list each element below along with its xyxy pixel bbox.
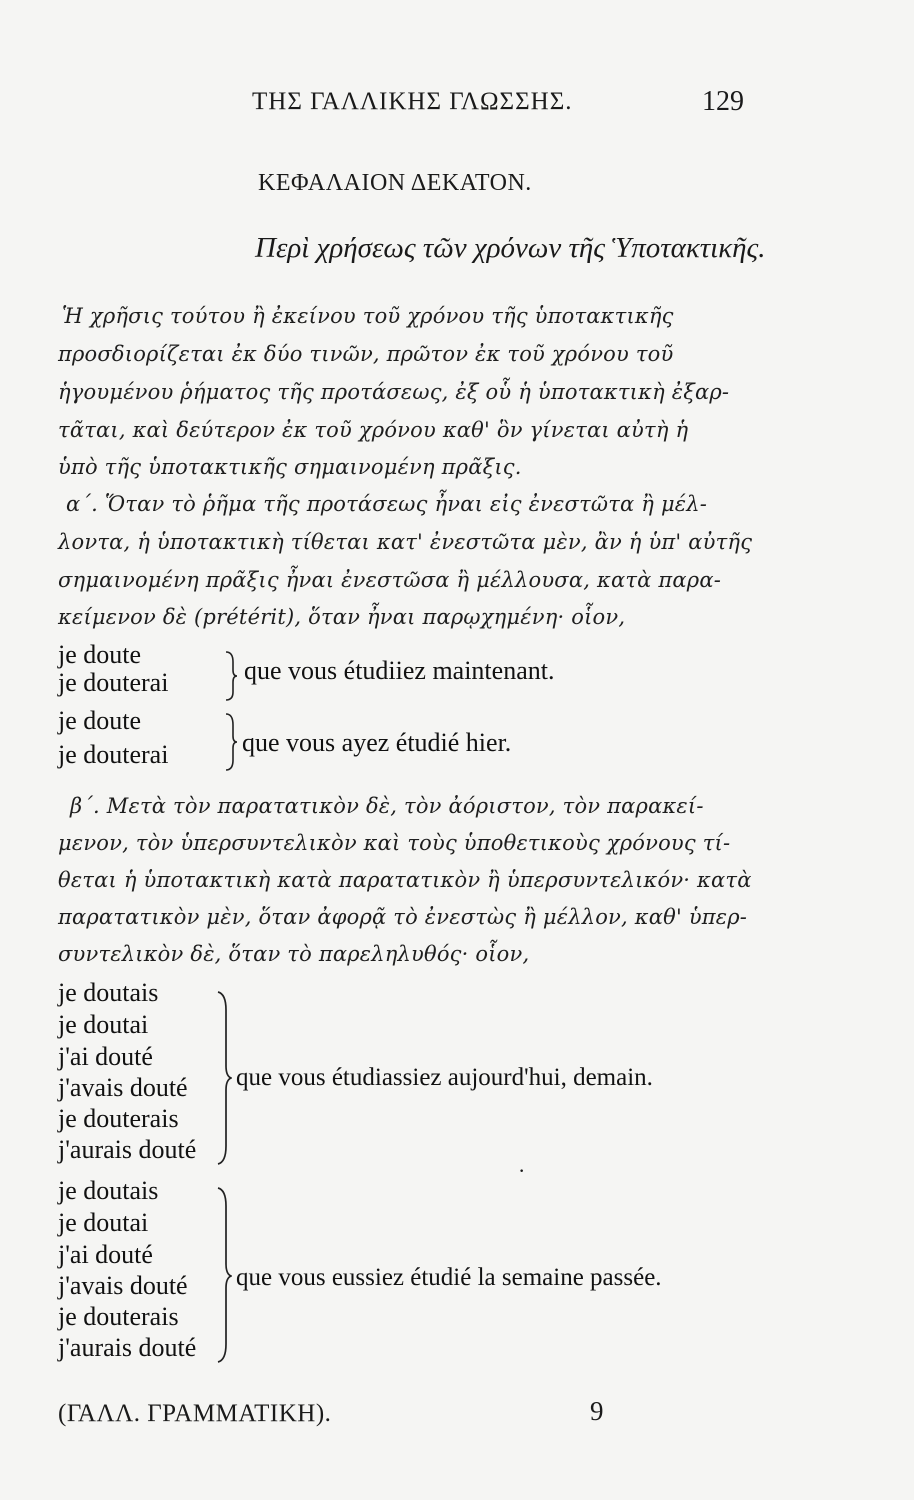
- example-1-clause: que vous étudiiez maintenant.: [244, 656, 555, 685]
- example-3-verb: je doutai: [58, 1010, 149, 1039]
- intro-line: Ἡ χρῆσις τούτου ἢ ἐκείνου τοῦ χρόνου τῆς ὑποτακτικῆς: [62, 304, 674, 328]
- rule-a-line: σημαινομένη πρᾶξις ἦναι ἐνεστῶσα ἢ μέλλουσα, κατὰ παρα-: [58, 568, 722, 592]
- intro-line: ὑπὸ τῆς ὑποτακτικῆς σημαινομένη πρᾶξις.: [58, 455, 522, 479]
- chapter-title: ΚΕΦΑΛΑΙΟΝ ΔΕΚΑΤΟΝ.: [258, 170, 532, 196]
- example-1-verb: je doute: [58, 640, 142, 669]
- example-2-verb: je doute: [58, 706, 142, 735]
- example-4-verb: je doutai: [58, 1208, 149, 1237]
- rule-b-line: μενον, τὸν ὑπερσυντελικὸν καὶ τοὺς ὑποθετικοὺς χρόνους τί-: [58, 831, 731, 855]
- example-3-clause: que vous étudiassiez aujourd'hui, demain.: [236, 1064, 653, 1091]
- rule-a-line: α΄. Ὅταν τὸ ῥῆμα τῆς προτάσεως ἦναι εἰς ἐνεστῶτα ἢ μέλ-: [66, 492, 708, 516]
- example-3-verb: j'aurais douté: [58, 1135, 197, 1164]
- rule-b-line: θεται ἡ ὑποτακτικὴ κατὰ παρατατικὸν ἢ ὑπερσυντελικόν· κατὰ: [58, 868, 752, 892]
- intro-line: προσδιορίζεται ἐκ δύο τινῶν, πρῶτον ἐκ τοῦ χρόνου τοῦ: [58, 342, 674, 366]
- intro-line: ἡγουμένου ῥήματος τῆς προτάσεως, ἐξ οὗ ἡ ὑποτακτικὴ ἐξαρ-: [58, 380, 730, 404]
- example-1-verb: je douterai: [58, 668, 169, 697]
- section-title: Περὶ χρήσεως τῶν χρόνων τῆς Ὑποτακτικῆς.: [255, 232, 766, 264]
- rule-b-line: παρατατικὸν μὲν, ὅταν ἀφορᾷ τὸ ἐνεστὼς ἢ μέλλον, καθ' ὑπερ-: [58, 905, 748, 929]
- example-2-clause: que vous ayez étudié hier.: [242, 728, 512, 757]
- example-3-verb: je doutais: [58, 978, 159, 1007]
- page-number: 129: [702, 86, 744, 117]
- example-3-brace: [216, 990, 232, 1166]
- example-2-verb: je douterai: [58, 740, 169, 769]
- example-4-clause: que vous eussiez étudié la semaine passée.: [236, 1264, 662, 1291]
- running-header: ΤΗΣ ΓΑΛΛΙΚΗΣ ΓΛΩΣΣΗΣ.: [252, 88, 573, 115]
- rule-a-line: λοντα, ἡ ὑποτακτικὴ τίθεται κατ' ἐνεστῶτα μὲν, ἂν ἡ ὑπ' αὐτῆς: [58, 530, 753, 554]
- example-2-brace: [224, 712, 238, 772]
- example-3-verb: je douterais: [58, 1104, 179, 1133]
- rule-b-line: συντελικὸν δὲ, ὅταν τὸ παρεληλυθός· οἷον,: [58, 942, 530, 966]
- example-4-brace: [216, 1186, 232, 1364]
- example-4-verb: j'avais douté: [58, 1271, 188, 1300]
- example-3-verb: j'avais douté: [58, 1073, 188, 1102]
- example-4-verb: je douterais: [58, 1302, 179, 1331]
- footer-title: (ΓΑΛΛ. ΓΡΑΜΜΑΤΙΚΗ).: [58, 1400, 332, 1427]
- rule-a-line: κείμενον δὲ (prétérit), ὅταν ἦναι παρῳχημένη· οἷον,: [58, 605, 626, 629]
- example-3-verb: j'ai douté: [58, 1042, 153, 1071]
- example-4-verb: je doutais: [58, 1176, 159, 1205]
- intro-line: τᾶται, καὶ δεύτερον ἐκ τοῦ χρόνου καθ' ὃν γίνεται αὐτὴ ἡ: [58, 418, 689, 442]
- example-1-brace: [224, 650, 238, 702]
- example-4-verb: j'aurais douté: [58, 1333, 197, 1362]
- example-4-verb: j'ai douté: [58, 1240, 153, 1269]
- stray-dot: ·: [518, 1158, 526, 1183]
- rule-b-line: β΄. Μετὰ τὸν παρατατικὸν δὲ, τὸν ἀόριστον, τὸν παρακεί-: [70, 794, 704, 818]
- signature-mark: 9: [590, 1396, 604, 1426]
